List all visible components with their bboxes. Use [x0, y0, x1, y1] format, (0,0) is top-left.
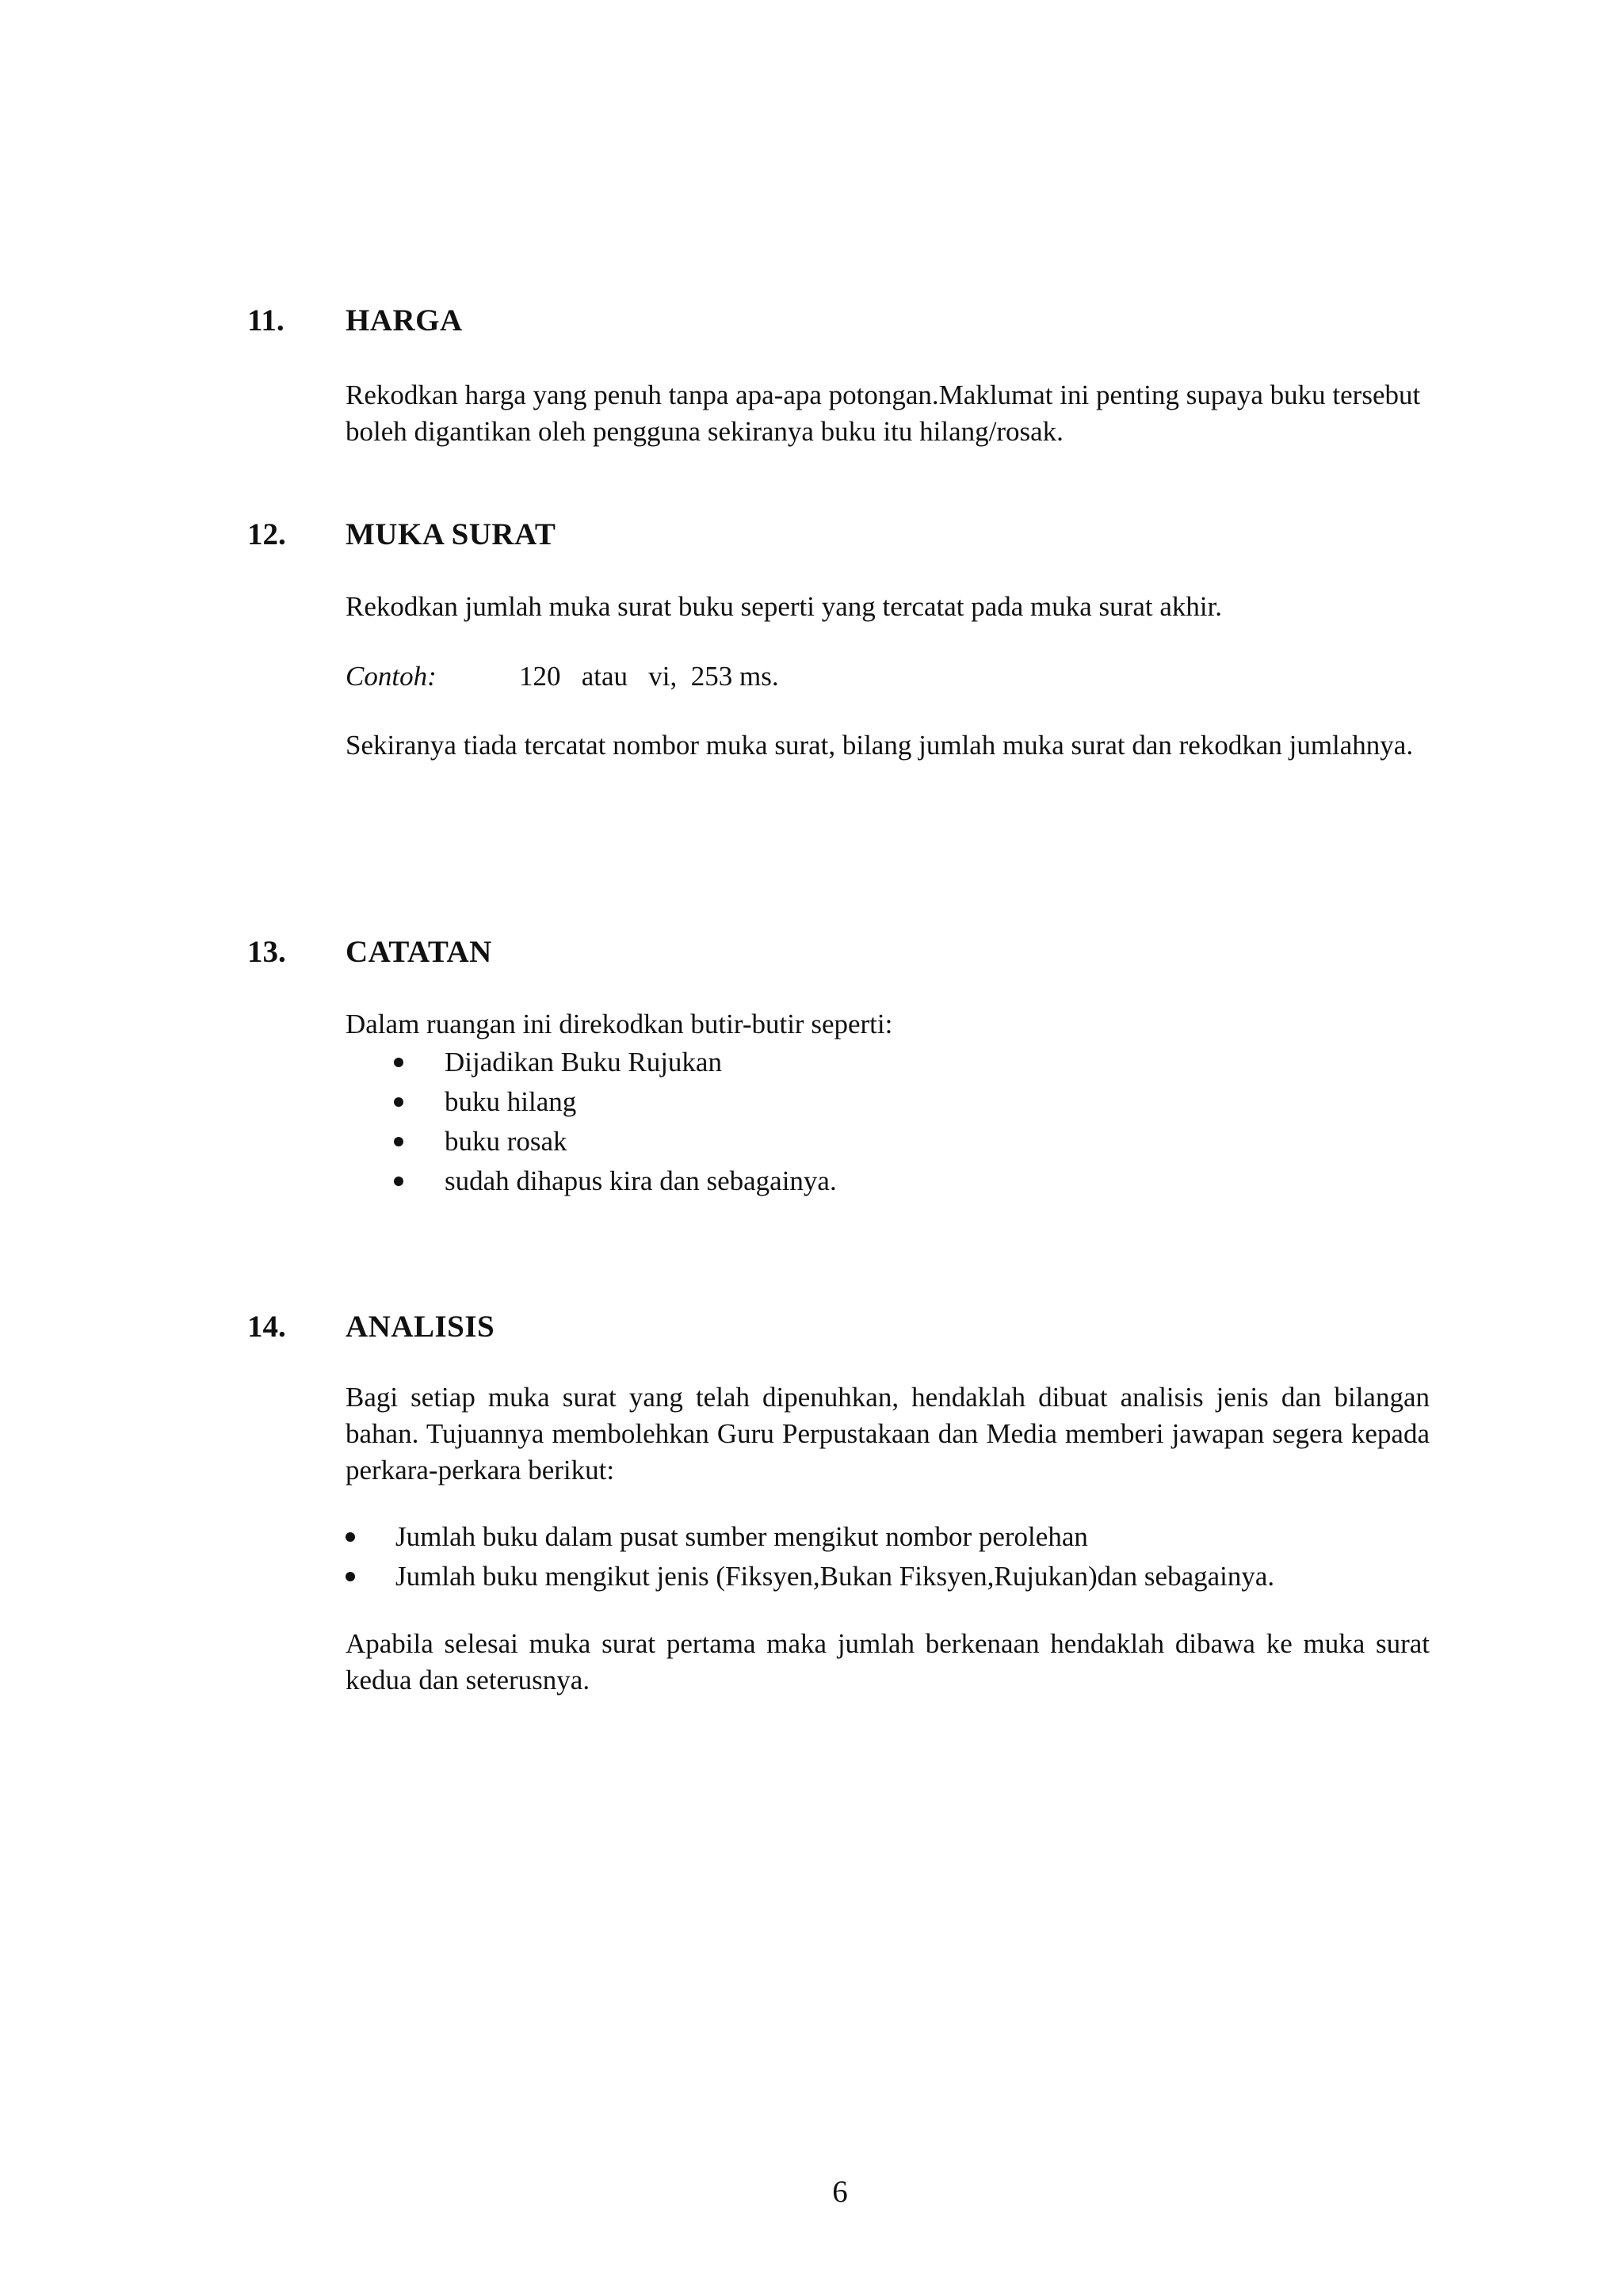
section-heading: MUKA SURAT	[346, 517, 556, 551]
section-paragraph: Rekodkan jumlah muka surat buku seperti yang tercatat pada muka surat akhir.	[346, 591, 1223, 622]
section-paragraph: Bagi setiap muka surat yang telah dipenuhkan, hendaklah dibuat analisis jenis dan bilangan bahan. Tujuannya membolehkan Guru Perpustakaan dan Media memberi jawapan segera kepada perkara-perkara berikut:	[346, 1382, 1430, 1486]
list-item	[0, 1082, 1623, 1122]
section-paragraph: Apabila selesai muka surat pertama maka jumlah berkenaan hendaklah dibawa ke muka surat kedua dan seterusnya.	[346, 1628, 1430, 1695]
list-item	[0, 1557, 1623, 1596]
section-paragraph: Rekodkan harga yang penuh tanpa apa-apa potongan.Maklumat ini penting supaya buku tersebut boleh digantikan oleh pengguna sekiranya buku itu hilang/rosak.	[346, 379, 1421, 447]
section-number: 12.	[247, 517, 286, 551]
list-item-text: buku hilang	[445, 1086, 577, 1117]
list-item	[0, 1161, 1623, 1201]
list-item-text: Jumlah buku mengikut jenis (Fiksyen,Bukan Fiksyen,Rujukan)dan sebagainya.	[395, 1561, 1275, 1592]
list-item	[0, 1517, 1623, 1557]
bullet-icon	[394, 1177, 403, 1186]
bullet-icon	[346, 1532, 355, 1542]
list-item	[0, 1122, 1623, 1161]
section-heading: CATATAN	[346, 935, 492, 969]
section-heading: ANALISIS	[346, 1310, 495, 1344]
bullet-list	[0, 1043, 1623, 1201]
bullet-icon	[394, 1058, 403, 1067]
bullet-list	[0, 1517, 1623, 1596]
page-number: 6	[832, 2175, 848, 2209]
bullet-icon	[394, 1137, 403, 1146]
section-heading: HARGA	[346, 303, 463, 338]
example-value: 120 atau vi, 253 ms.	[519, 661, 779, 692]
list-item-text: sudah dihapus kira dan sebagainya.	[445, 1165, 837, 1196]
section-paragraph: Sekiranya tiada tercatat nombor muka surat, bilang jumlah muka surat dan rekodkan jumlahnya.	[346, 730, 1414, 761]
example-label: Contoh:	[346, 661, 437, 692]
list-item	[0, 1043, 1623, 1082]
bullet-icon	[346, 1572, 355, 1581]
bullet-icon	[394, 1097, 403, 1107]
section-number: 11.	[247, 303, 285, 338]
section-intro: Dalam ruangan ini direkodkan butir-butir seperti:	[346, 1009, 893, 1039]
section-number: 14.	[247, 1310, 286, 1344]
section-number: 13.	[247, 935, 286, 969]
list-item-text: Jumlah buku dalam pusat sumber mengikut nombor perolehan	[395, 1521, 1088, 1552]
list-item-text: buku rosak	[445, 1126, 567, 1157]
list-item-text: Dijadikan Buku Rujukan	[445, 1047, 722, 1077]
